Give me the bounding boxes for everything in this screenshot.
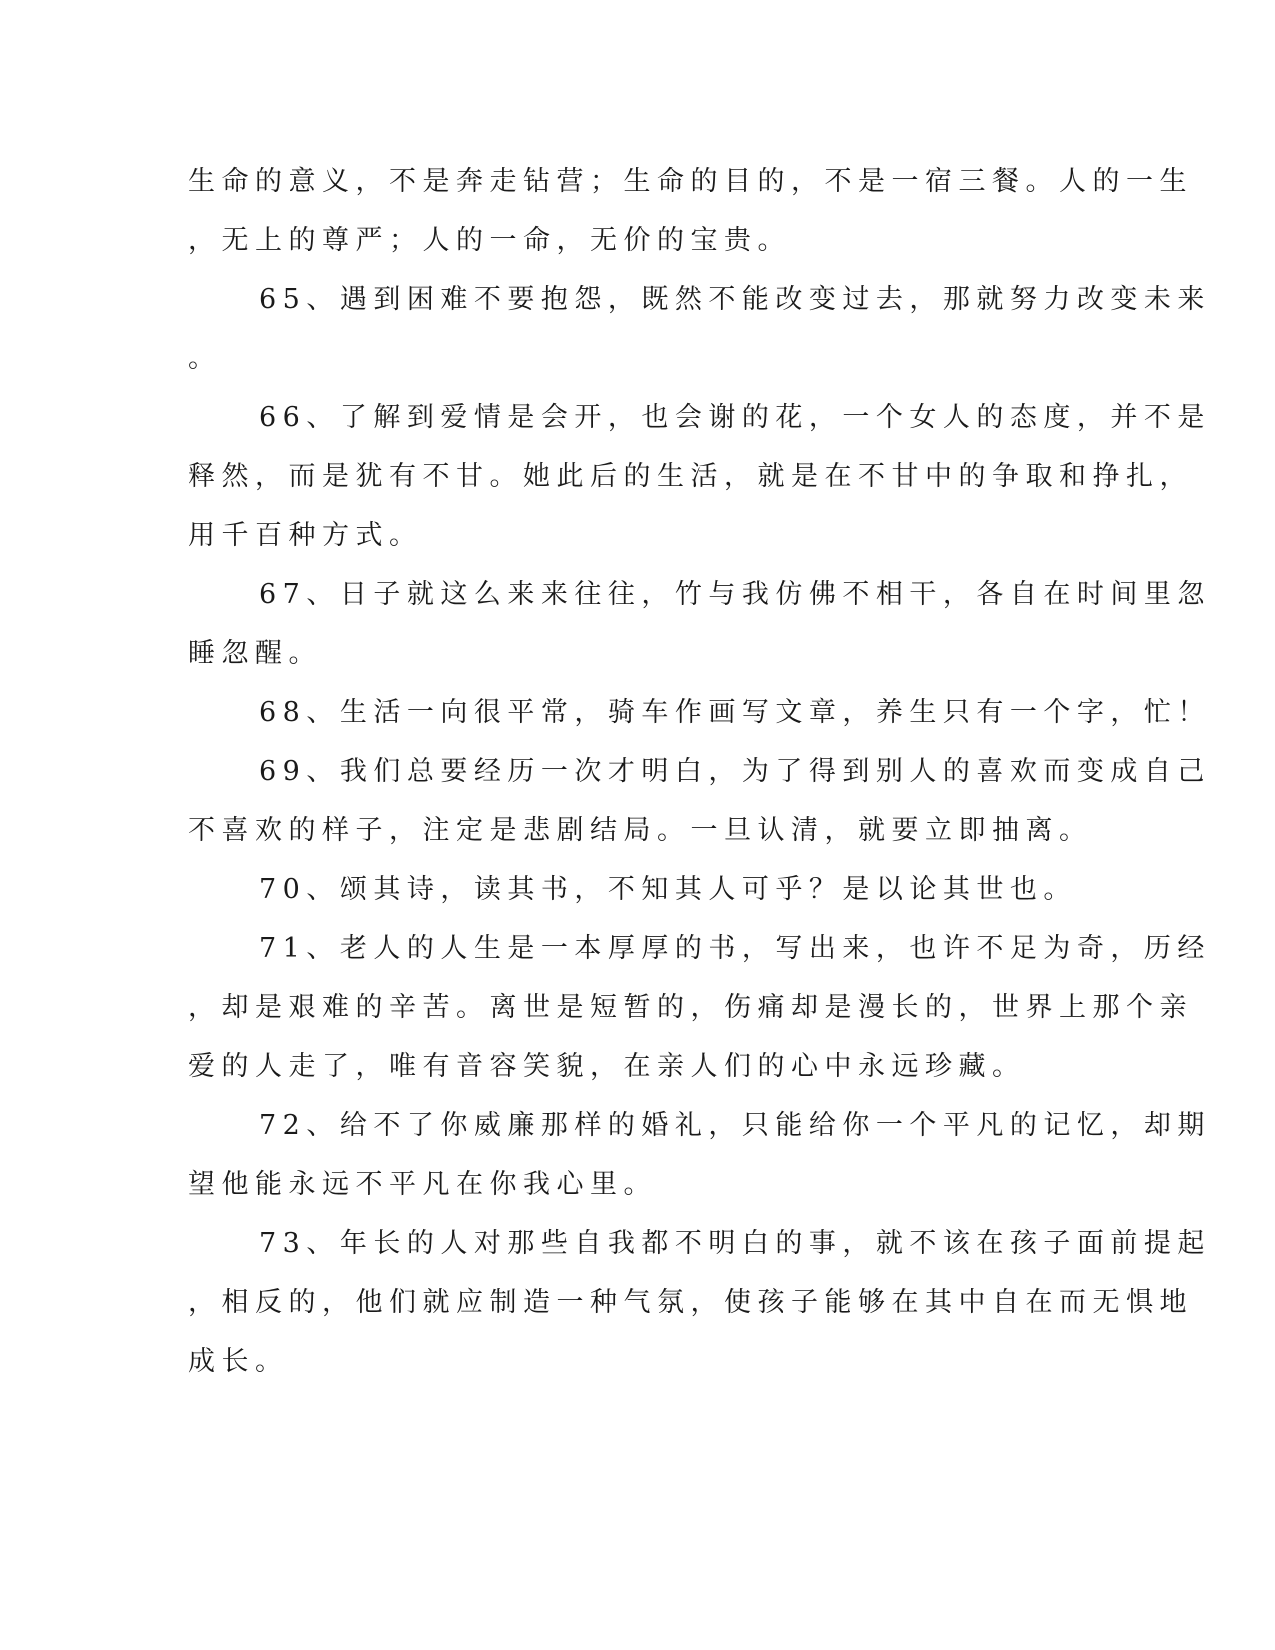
text-line: 睡忽醒。 bbox=[188, 638, 322, 669]
text-line: 68、生活一向很平常，骑车作画写文章，养生只有一个字，忙！ bbox=[259, 697, 1211, 728]
text-line: 释然，而是犹有不甘。她此后的生活，就是在不甘中的争取和挣扎， bbox=[188, 461, 1193, 492]
text-line: 71、老人的人生是一本厚厚的书，写出来，也许不足为奇，历经 bbox=[259, 933, 1211, 964]
text-line: 生命的意义，不是奔走钻营；生命的目的，不是一宿三餐。人的一生 bbox=[188, 166, 1193, 197]
text-line: 66、了解到爱情是会开，也会谢的花，一个女人的态度，并不是 bbox=[259, 402, 1211, 433]
text-line: 67、日子就这么来来往往，竹与我仿佛不相干，各自在时间里忽 bbox=[259, 579, 1211, 610]
text-line: 72、给不了你威廉那样的婚礼，只能给你一个平凡的记忆，却期 bbox=[259, 1110, 1211, 1141]
text-line: 65、遇到困难不要抱怨，既然不能改变过去，那就努力改变未来 bbox=[259, 284, 1211, 315]
text-line: ，相反的，他们就应制造一种气氛，使孩子能够在其中自在而无惧地 bbox=[188, 1287, 1193, 1318]
text-line: 。 bbox=[188, 343, 222, 374]
text-line: ，无上的尊严；人的一命，无价的宝贵。 bbox=[188, 225, 791, 256]
text-line: 不喜欢的样子，注定是悲剧结局。一旦认清，就要立即抽离。 bbox=[188, 815, 1093, 846]
text-line: 69、我们总要经历一次才明白，为了得到别人的喜欢而变成自己 bbox=[259, 756, 1211, 787]
text-line: 70、颂其诗，读其书，不知其人可乎？是以论其世也。 bbox=[259, 874, 1077, 905]
text-line: 爱的人走了，唯有音容笑貌，在亲人们的心中永远珍藏。 bbox=[188, 1051, 1026, 1082]
text-line: 成长。 bbox=[188, 1346, 289, 1377]
text-line: 73、年长的人对那些自我都不明白的事，就不该在孩子面前提起 bbox=[259, 1228, 1211, 1259]
text-line: ，却是艰难的辛苦。离世是短暂的，伤痛却是漫长的，世界上那个亲 bbox=[188, 992, 1193, 1023]
text-line: 望他能永远不平凡在你我心里。 bbox=[188, 1169, 657, 1200]
text-line: 用千百种方式。 bbox=[188, 520, 423, 551]
